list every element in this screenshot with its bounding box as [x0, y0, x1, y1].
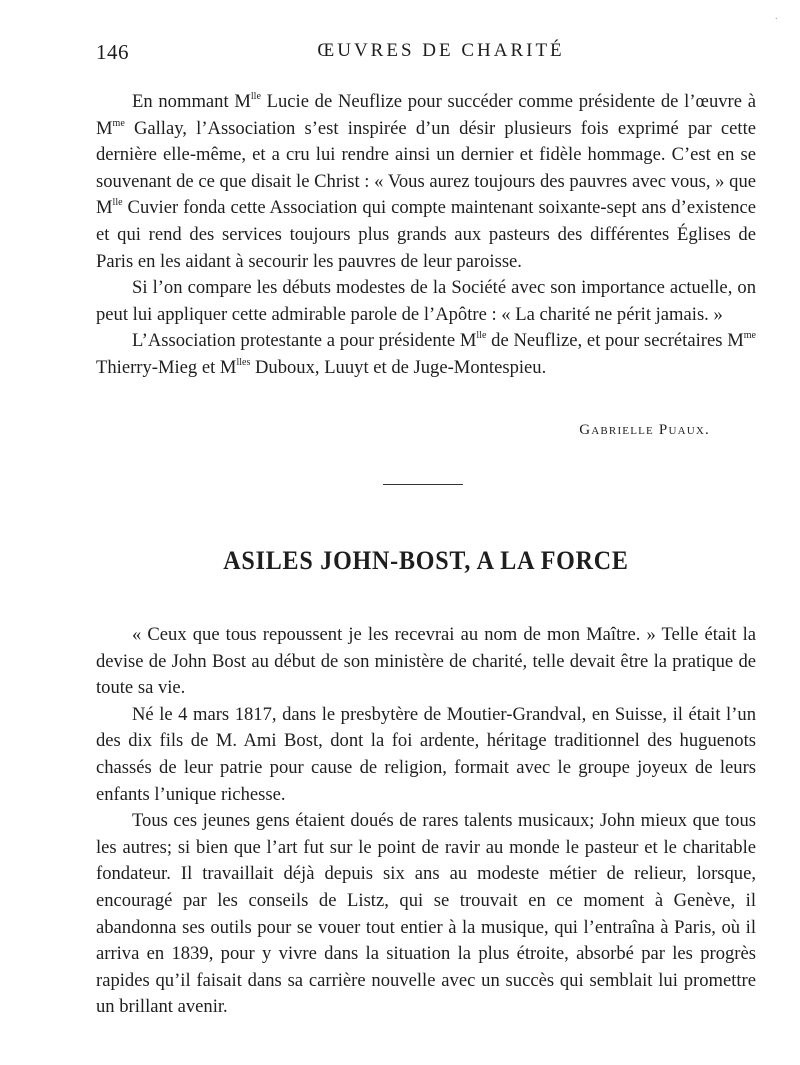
section-neuflize-text: [96, 89, 756, 382]
superscript: me: [112, 117, 125, 129]
paragraph: « Ceux que tous repoussent je les recevrai au nom de mon Maître. » Telle était la devise de John Bost au début de son ministère de charité, telle devait être la pratique de toute sa vie.: [96, 624, 756, 699]
page-number: 146: [96, 40, 129, 64]
superscript: lle: [112, 197, 123, 209]
page-header: [96, 40, 756, 70]
scan-mark: ·: [774, 14, 778, 25]
running-title: ŒUVRES DE CHARITÉ: [317, 40, 565, 61]
superscript: me: [743, 330, 756, 342]
paragraph: L’Association protestante a pour présidente $M^{lle}$ de Neuflize, et pour secrétaires $M^{me}$ Thierry-Mieg et $M^{lles}$ Duboux, Luuyt et de Juge-Montespieu.: [96, 330, 756, 378]
author-signature: Gabrielle Puaux.: [579, 422, 710, 438]
superscript: lles: [236, 356, 251, 368]
paragraph: Né le 4 mars 1817, dans le presbytère de Moutier-Grandval, en Suisse, il était l’un des dix fils de M. Ami Bost, dont la foi ardente, héritage traditionnel des huguenots chassés de leur patrie pour cause de religion, formait avec le groupe joyeux de leurs enfants l’unique richesse.: [96, 703, 756, 805]
section-title: ASILES JOHN-BOST, A LA FORCE: [223, 546, 629, 576]
superscript: lle: [250, 91, 261, 102]
paragraph: Tous ces jeunes gens étaient doués de rares talents musicaux; John mieux que tous les autres; si bien que l’art fut sur le point de ravir au monde le pasteur et le charitable fondateur. Il travaillait déjà depuis six ans au modeste métier de relieur, lorsque, encouragé par les conseils de Listz, qui se trouvait en ce moment à Genève, il abandonna ses outils pour se vouer tout entier à la musique, qui l’entraîna à Paris, où il arriva en 1839, pour y vivre dans la situation la plus étroite, absorbé par les progrès rapides qu’il faisait dans sa carrière nouvelle avec un succès qui semblait lui promettre un brillant avenir.: [96, 810, 756, 1018]
paragraph: En nommant $M^{lle}$ Lucie de Neuflize pour succéder comme présidente de l’œuvre à $M^{me}$ Gallay, l’Association s’est inspirée d’un désir plusieurs fois exprimé par cette dernière elle-même, et a cru lui rendre ainsi un dernier et fidèle hommage. C’est en se souvenant de ce que disait le Christ : « Vous aurez toujours des pauvres avec vous, » que $M^{lle}$ Cuvier fonda cette Association qui compte maintenant soixante-sept ans d’existence et qui rend des services toujours plus grands aux pasteurs des différentes Églises de Paris en les aidant à secourir les pauvres de leur paroisse.: [96, 91, 756, 272]
section-divider: [383, 484, 463, 485]
section-john-bost-text: [96, 622, 756, 1021]
superscript: lle: [476, 330, 487, 342]
paragraph: Si l’on compare les débuts modestes de la Société avec son importance actuelle, on peut lui appliquer cette admirable parole de l’Apôtre : « La charité ne périt jamais. »: [96, 277, 756, 325]
